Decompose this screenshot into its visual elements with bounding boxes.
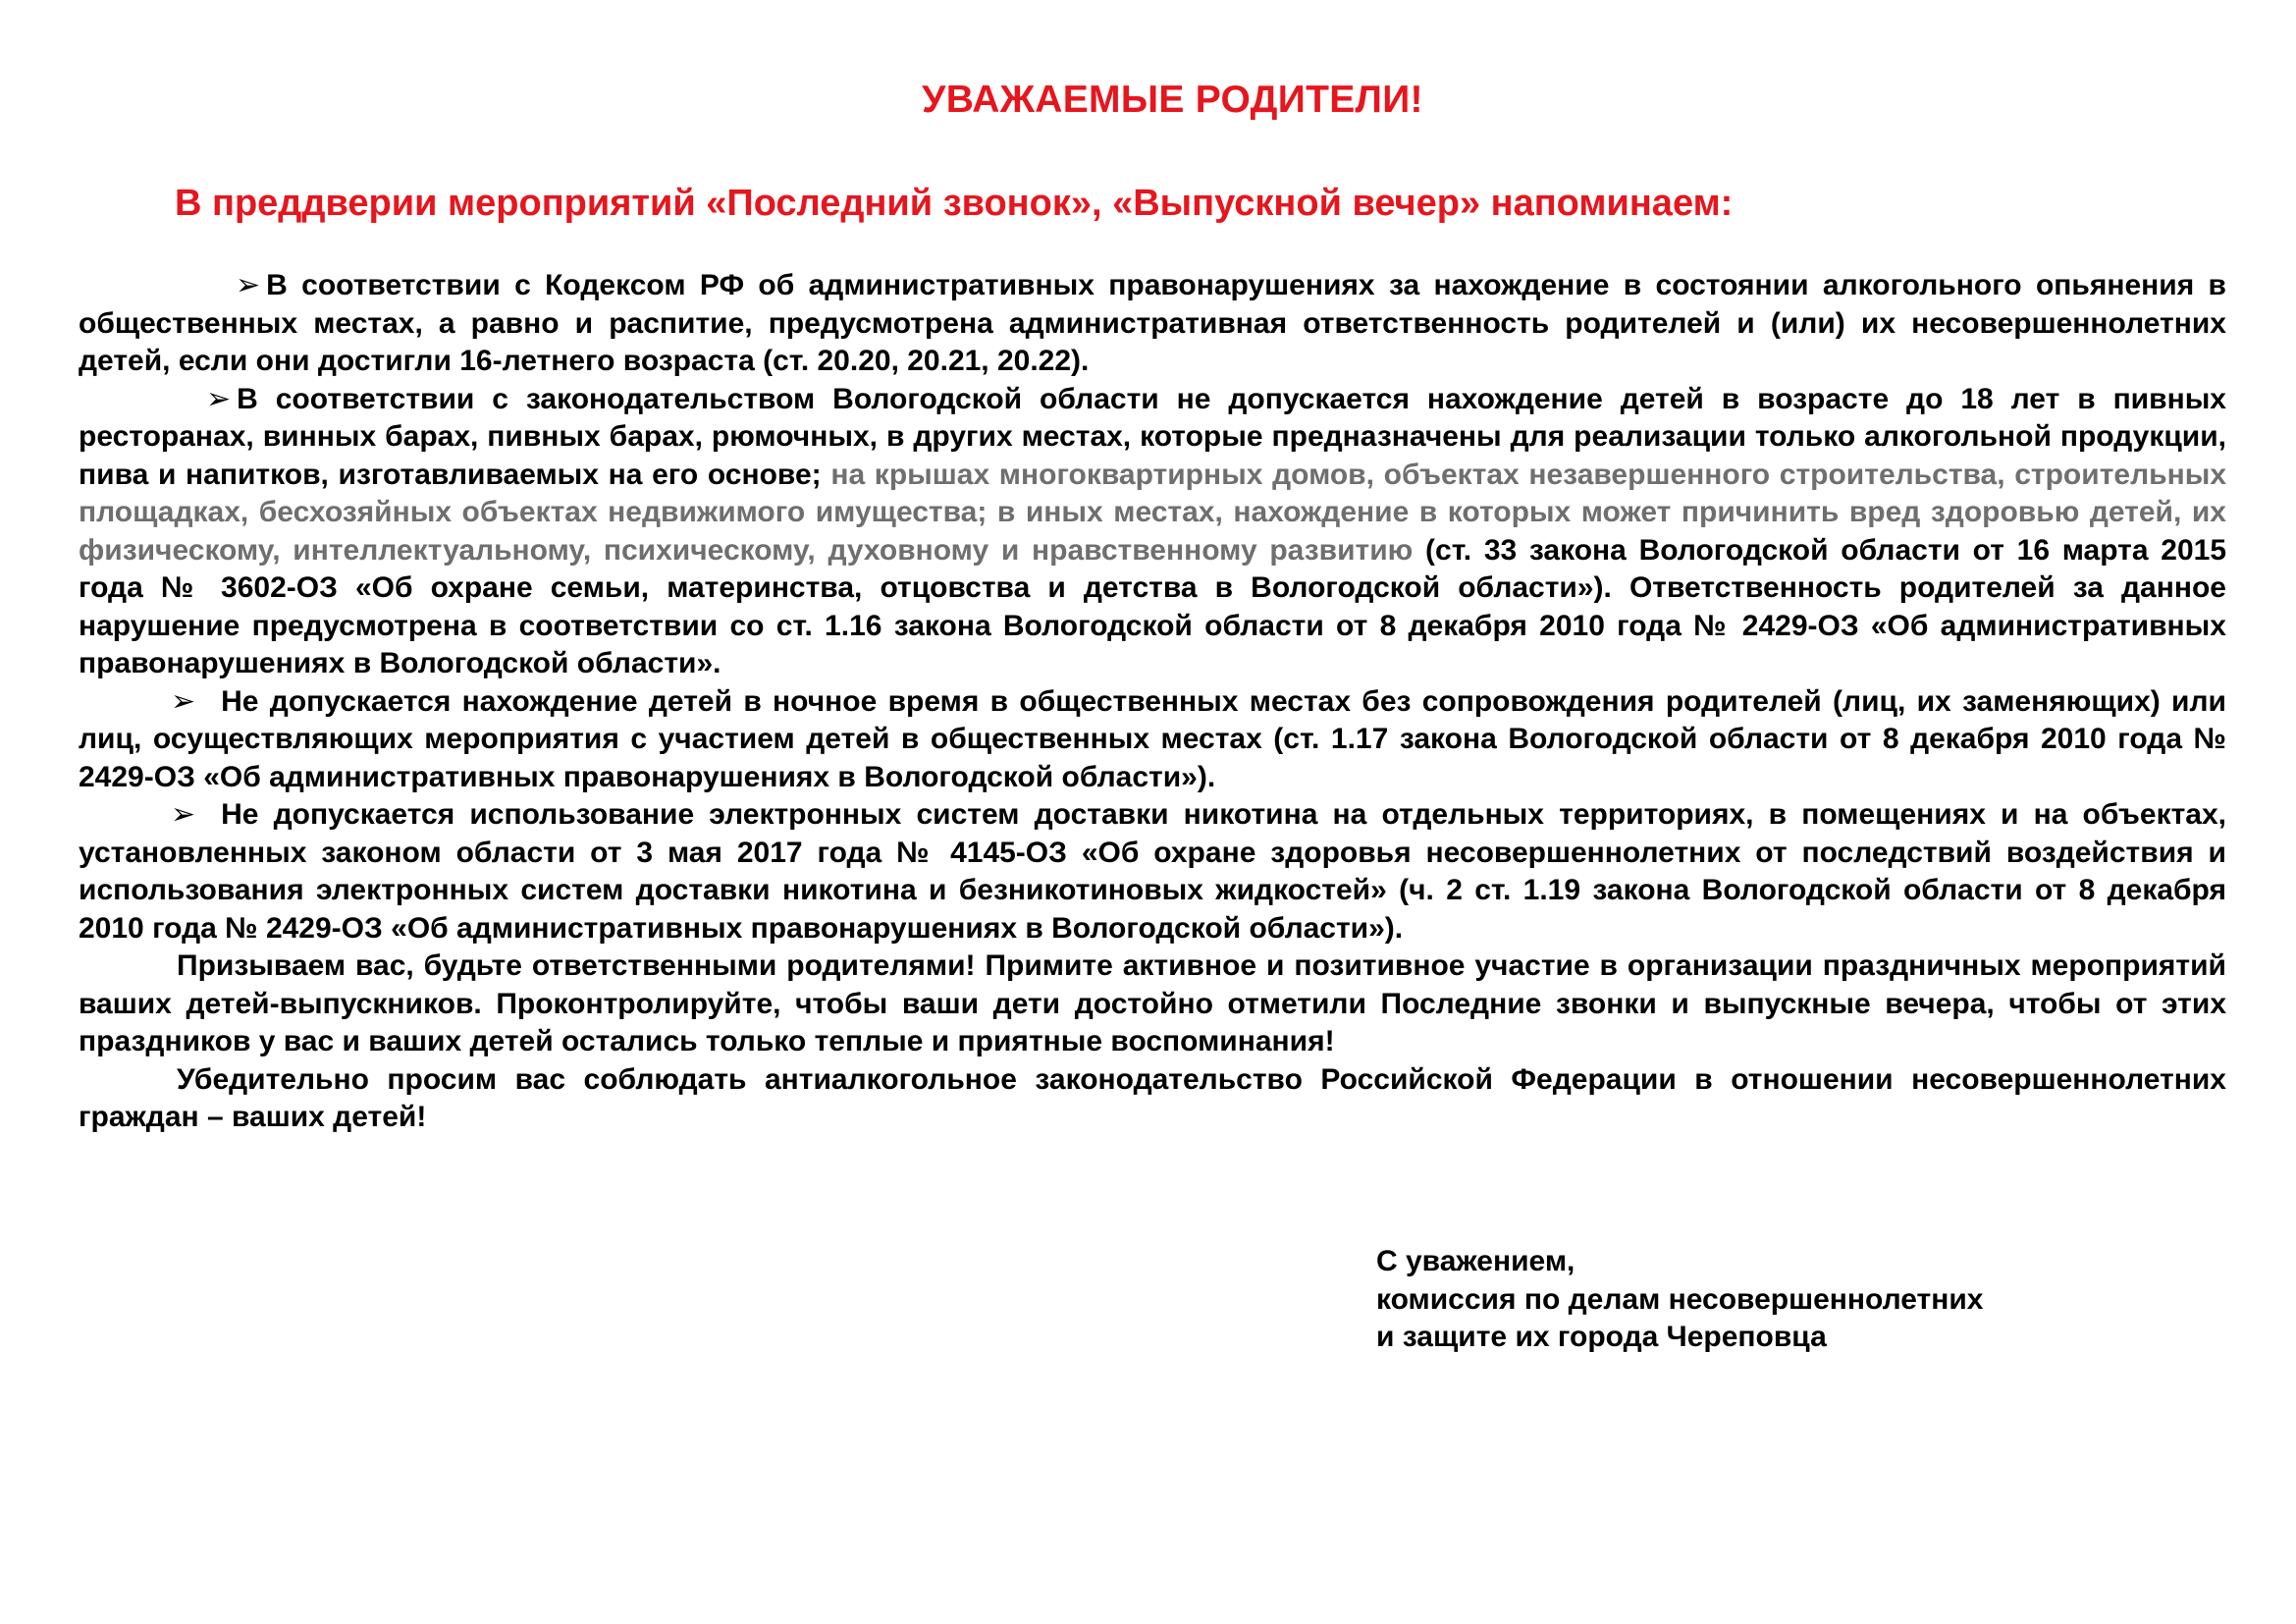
signature-line-3: и защите их города Череповца [1376,1321,1827,1353]
arrow-bullet-icon: ➢ [171,798,196,831]
signature-line-2: комиссия по делам несовершеннолетних [1376,1282,1984,1316]
bullet-text: В соответствии с законодательством Вологодской области не допускается нахождение детей в возрасте до 18 лет в пивных ресторанах, винных барах, пивных барах, рюмочных, в других местах, которые предназначены для реализации только алкогольной продукции, пива и напитков, изготавливаемых на его основе; [79,382,2226,491]
signature-block [1376,1243,1984,1357]
bullet-text: Не допускается использование электронных систем доставки никотина на отдельных территориях, в помещениях и на объектах, установленных законом области от 3 мая 2017 года № 4145-ОЗ «Об охране здоровья несовершеннолетних от последствий воздействия и использования электронных систем доставки никотина и безникотиновых жидкостей» (ч. 2 ст. 1.19 закона Вологодской области от 8 декабря 2010 года № 2429-ОЗ «Об административных правонарушениях в Вологодской области»). [79,798,2226,945]
appeal-paragraph-1: Призываем вас, будьте ответственными родителями! Примите активное и позитивное участие в организации праздничных мероприятий ваших детей-выпускников. Проконтролируйте, чтобы ваши дети достойно отметили Последние звонки и выпускные вечера, чтобы от этих праздников у вас и ваших детей остались только теплые и приятные воспоминания! [79,949,2226,1057]
bullet-text: В соответствии с Кодексом РФ об административных правонарушениях за нахождение в состоянии алкогольного опьянения в общественных местах, а равно и распитие, предусмотрена административная ответственность родителей и (или) их несовершеннолетних детей, если они достигли 16-летнего возраста (ст. 20.20, 20.21, 20.22). [79,269,2226,377]
arrow-bullet-icon: ➢ [236,269,261,301]
bullet-item-4 [79,796,2226,947]
bullet-item-2 [79,381,2226,683]
arrow-bullet-icon: ➢ [206,382,232,415]
bullet-item-3 [79,683,2226,797]
page-subtitle: В преддверии мероприятий «Последний звонок», «Выпускной вечер» напоминаем: [175,183,1734,224]
appeal-paragraph-2: Убедительно просим вас соблюдать антиалкогольное законодательство Российской Федерации в отношении несовершеннолетних граждан – ваших детей! [79,1062,2226,1133]
signature-line-1: С уважением, [1376,1245,1575,1277]
bullet-text: (ст. 33 закона Вологодской области от 16 марта 2015 года № 3602-ОЗ «Об охране семьи, материнства, отцовства и детства в Вологодской области»). Ответственность родителей за данное нарушение предусмотрена в соответствии со ст. 1.16 закона Вологодской области от 8 декабря 2010 года № 2429-ОЗ «Об административных правонарушениях в Вологодской области». [79,533,2227,679]
arrow-bullet-icon: ➢ [171,684,196,718]
bullet-text-muted: на крышах многоквартирных домов, объектах незавершенного строительства, строительных площадках, бесхозяйных объектах недвижимого имущества; в иных местах, нахождение в которых может причинить вред здоровью детей, их физическому, интеллектуальному, психическому, духовному и нравственному развитию [79,458,2227,567]
bullet-text: Не допускается нахождение детей в ночное время в общественных местах без сопровождения родителей (лиц, их заменяющих) или лиц, осуществляющих мероприятия с участием детей в общественных местах (ст. 1.17 закона Вологодской области от 8 декабря 2010 года № 2429-ОЗ «Об административных правонарушениях в Вологодской области»). [79,684,2226,793]
bullet-item-1 [79,267,2226,381]
page-title: УВАЖАЕМЫЕ РОДИТЕЛИ! [922,79,1423,121]
document-body [79,267,2226,1137]
